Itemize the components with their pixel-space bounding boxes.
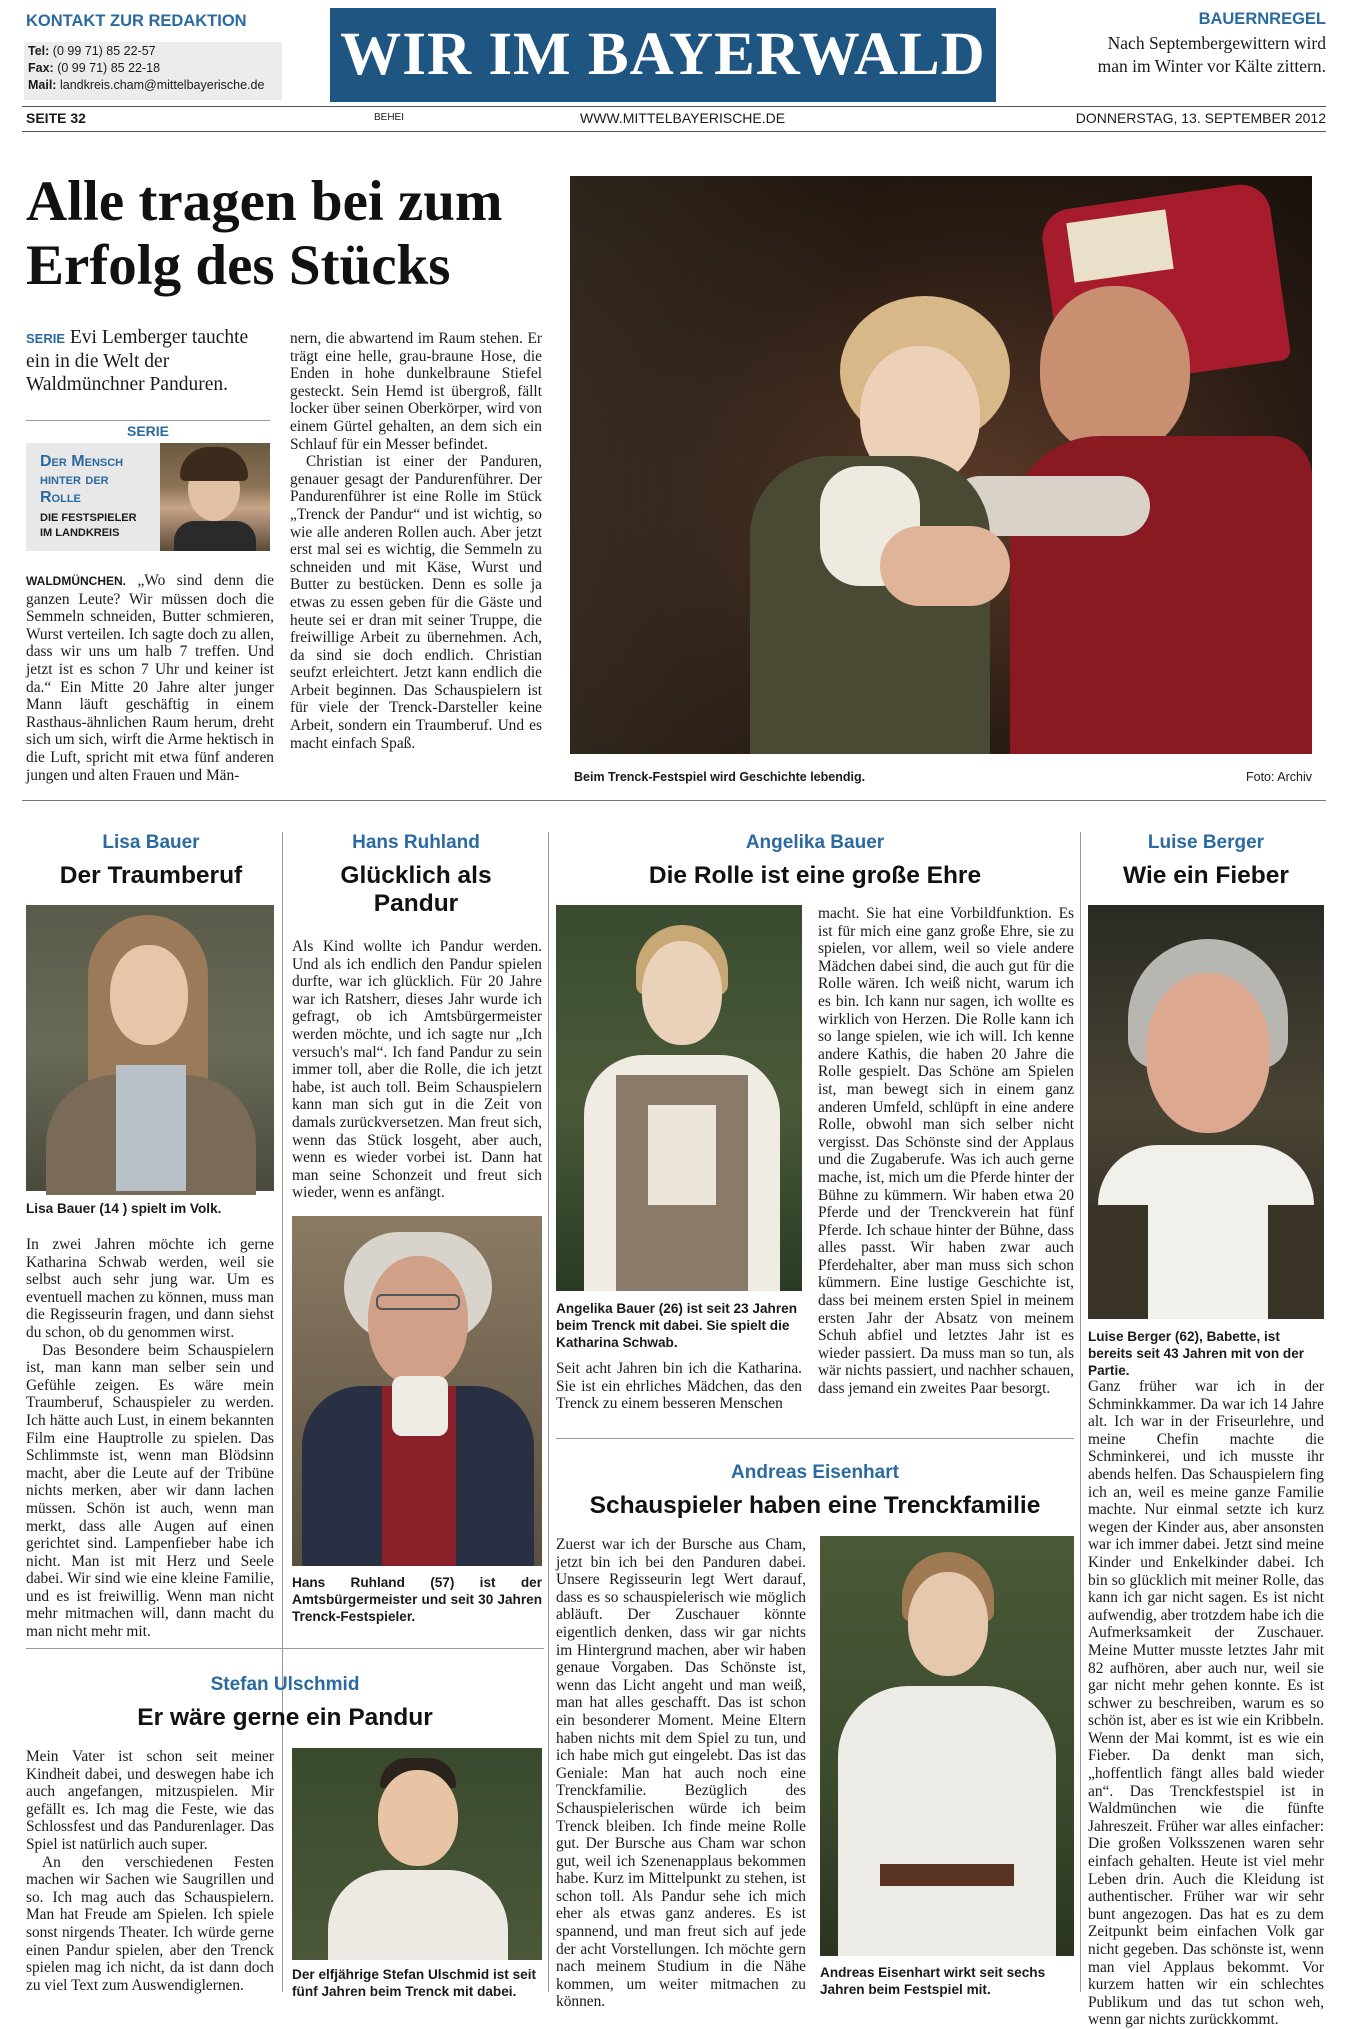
main-col2-p2: Christian ist einer der Panduren, genauer gesagt der Pandurenführer. Der Pandurenführer ist eine Rolle im Stück „Trenck der Pandur“ und ist wichtig, so wie alle anderen Rollen auch. Aber jetzt erst mal sei es wichtig, die Semmeln zu schneiden und mit Käse, Wurst und Butter zu bestücken. Denn es solle ja etwas zu essen geben für die Gäste und heute sei er dran mit seiner Truppe, die freiwillige Arbeit zu übernehmen. Ach, da sind sie doch endlich. Christian seufzt erleichtert. Jetzt kann endlich die Arbeit beginnen. Das Schauspielern ist für viele der Trenck-Darsteller keine Arbeit, sondern ein Traumberuf. Und es macht einfach Spaß.	[290, 453, 542, 752]
lisa-caption: Lisa Bauer (14 ) spielt im Volk.	[26, 1201, 222, 1216]
mail-value: landkreis.cham@mittelbayerische.de	[59, 78, 265, 92]
dateline: WALDMÜNCHEN.	[26, 574, 126, 588]
luise-p1: Ganz früher war ich in der Schminkkammer. Da war ich 14 Jahre alt. Ich war in der Friseurlehre, und meine Chefin machte die Schminkerei, und ich musste ihr abends helfen. Das Schauspielern fing ich an, weil es meine ganze Familie machte. Nur einmal setzte ich kurz wegen der Kinder aus, aber ansonsten war ich immer dabei. Jetzt sind meine Kinder und Enkelkinder dabei. Ich bin so glücklich mit meiner Rolle, das kann ich gar nicht sagen. Es ist nicht aufwendig, aber trotzdem habe ich die Aufmerksamkeit der Zuschauer. Meine Mutter musste letztes Jahr mit 82 aufhören, aber auch nur, weil sie gar nicht mehr gehen konnte. Es ist schwer zu beschreiben, warum es so schön ist, aber es ist wie ein Kribbeln. Wenn der Mai kommt, ist es wie ein Fieber. Da denkt man sich, „hoffentlich fängt alles bald wieder an“. Das Trenckfestspiel ist in Waldmünchen wie die fünfte Jahreszeit. Früher war alles einfacher: Die großen Volksszenen waren sehr einfach gehalten. Heute ist viel mehr Leben drin. Auch die Kleidung ist authentischer. Früher war wir sehr bunt angezogen. Das hat es zu dem Zeitpunkt beim einfachen Volk gar nicht gegeben. Das schönste ist, wenn man viel Applaus bekommt. Vor kurzem hatten wir ein schlechtes Publikum und das tut schon weh, wenn gar nichts zurückkommt.	[1088, 1378, 1324, 2029]
main-col2-p1: nern, die abwartend im Raum stehen. Er trägt eine helle, grau-braune Hose, die Enden in hohe dunkelbraune Stiefel gesteckt. Sein Hemd ist übergroß, fällt locker über seinen Oberkörper, wird von einem Gürtel gehalten, an dem sich ein Schlauf für ein Messer befindet.	[290, 330, 542, 453]
lisa-p2: Das Besondere beim Schauspielern ist, man kann man selber sein und Gefühle zeigen. Es wäre mein Traumberuf, Schauspieler zu werden. Ich hätte auch Lust, in einem bekannten Film eine Hauptrolle zu spielen. Das Schlimmste ist, wenn man Blödsinn macht, aber die Leute auf der Tribüne nichts merken, aber wir dann lachen müssen. Schön ist auch, wenn man merkt, dass alle Augen auf einen gerichtet sind. Lampenfieber habe ich nicht. Man ist mit Herz und Seele dabei. Wir sind wie eine kleine Familie, und es ist freiwillig. Wenn man nicht mehr mitmachen will, dann macht du man nicht mehr mit.	[26, 1341, 274, 1641]
page-number: SEITE 32	[26, 110, 86, 126]
stefan-p2: An den verschiedenen Festen machen wir Sachen wie Saugrillen und so. Ich mag auch das Schauspielern. Man hat Freude am Spielen. Ich spiele sonst nirgends Theater. Ich würde gerne einen Pandur spielen, aber den Trenck spielen mag ich nicht, da ist dann doch zu viel Text zum Auswendiglernen.	[26, 1853, 274, 1994]
page-code: BEHEI	[374, 112, 405, 123]
luise-photo	[1088, 905, 1324, 1319]
main-photo	[570, 176, 1312, 754]
luise-text	[1088, 1378, 1324, 2029]
stefan-text	[26, 1748, 274, 1994]
angelika-p1: Seit acht Jahren bin ich die Katharina. Sie ist ein ehrliches Mädchen, das den Trenck zu einem besseren Menschen	[556, 1360, 802, 1413]
lisa-text	[26, 1236, 274, 1641]
hans-photo	[292, 1216, 542, 1566]
hans-title: Glücklich als Pandur	[340, 862, 492, 917]
headline: Alle tragen bei zum Erfolg des Stücks	[26, 170, 503, 297]
angelika-title: Die Rolle ist eine große Ehre	[648, 862, 982, 889]
stefan-name: Stefan Ulschmid	[210, 1674, 360, 1695]
lisa-p1: In zwei Jahren möchte ich gerne Katharina Schwab werden, weil sie selbst auch sehr jung war. Um es eventuell machen zu können, muss man die Regisseurin fragen, und dann siehst du schon, ob du genommen wirst.	[26, 1236, 274, 1341]
hans-p1: Als Kind wollte ich Pandur werden. Und als ich endlich den Pandur spielen durfte, war ich glücklich. Für 20 Jahre war ich Ratsherr, dieses Jahr wurde ich gefragt, ob ich Amtsbürgermeister werden möchte, und ich sagte nur „Ich versuch's mal“. Ich fand Pandur zu sein immer toll, aber die Rolle, die ich jetzt habe, ist auch toll. Beim Schauspielern kann man sich gut in die Zeit von damals zurückversetzen. Man freut sich, wenn das Stück losgeht, aber auch, wenn es wieder vorbei ist. Dann hat man seine Schonzeit und freut sich wieder, wenn es anfängt.	[292, 938, 542, 1202]
main-col1	[26, 572, 274, 784]
contact-lines	[28, 43, 264, 94]
tel-value: (0 99 71) 85 22-57	[52, 44, 156, 58]
andreas-p1: Zuerst war ich der Bursche aus Cham, jetzt bin ich bei den Panduren dabei. Unsere Regisseurin legt Wert darauf, dass es so schauspielerisch wie möglich abläuft. Der Zuschauer könnte eigentlich denken, dass wir gar nichts im Hintergrund machen, aber wir haben genaue Vorgaben. Das Schönste ist, wenn das Licht angeht und man weiß, man hat alles geschafft. Das ist schon ein besonderer Moment. Meine Eltern haben nichts mit dem Spiel zu tun, und ich habe mich gut eingelebt. Das ist das Geniale: Man hat auch noch eine Trenckfamilie. Bezüglich des Schauspielerischen würde ich beim Trenck bleiben. Ich finde meine Rolle gut. Der Bursche aus Cham war schon gut, weil ich Szenenapplaus bekommen habe. Kurz im Mittelpunkt zu stehen, ist schon toll. Als Pandur sehe ich mich eher als etwas ganz anderes. Es ist spannend, und man freut sich auf jede der acht Vorstellungen. Ich möchte gern nach meinem Studium in die Nähe kommen, um weiter mitmachen zu können.	[556, 1536, 806, 2011]
stefan-p1: Mein Vater ist schon seit meiner Kindheit dabei, und deswegen habe ich auch angefangen, mitzuspielen. Mir gefällt es. Ich mag die Feste, wie das Schlossfest und das Pandurenlager. Das Spiel ist natürlich auch super.	[26, 1748, 274, 1853]
stefan-title: Er wäre gerne ein Pandur	[137, 1704, 433, 1731]
luise-title: Wie ein Fieber	[1123, 862, 1289, 889]
angelika-text-b	[818, 905, 1074, 1398]
series-subtitle: DIE FESTSPIELER IM LANDKREIS	[40, 512, 137, 539]
andreas-photo	[820, 1536, 1074, 1956]
main-col1-text: „Wo sind denn die ganzen Leute? Wir müssen doch die Semmeln schneiden, Butter schmieren, Wurst verteilen. Ich sagte doch zu allen, dass wir uns um halb 7 treffen. Und jetzt ist es schon 7 Uhr und keiner ist da.“ Ein Mitte 20 Jahre alter junger Mann läuft geschäftig in einem Rasthaus-ähnlichen Raum herum, dreht sich um sich, wirft die Arme hektisch in die Luft, spricht mit etwa fünf anderen jungen und alten Frauen und Män-	[26, 572, 274, 784]
contact-title: KONTAKT ZUR REDAKTION	[26, 12, 247, 30]
luise-caption: Luise Berger (62), Babette, ist bereits seit 43 Jahren mit von der Partie.	[1088, 1329, 1305, 1378]
andreas-title: Schauspieler haben eine Trenckfamilie	[589, 1492, 1041, 1519]
hans-text	[292, 938, 542, 1202]
andreas-caption: Andreas Eisenhart wirkt seit sechs Jahren beim Festspiel mit.	[820, 1965, 1046, 1997]
luise-name: Luise Berger	[1147, 832, 1265, 853]
lisa-photo	[26, 905, 274, 1191]
website: WWW.MITTELBAYERISCHE.DE	[580, 110, 786, 126]
series-title: Der Mensch hinter der Rolle	[40, 453, 124, 506]
stefan-photo	[292, 1748, 542, 1960]
hans-caption: Hans Ruhland (57) ist der Amtsbürgermeister und seit 30 Jahren Trenck-Festspieler.	[292, 1575, 542, 1624]
lead-text: Evi Lemberger tauchte ein in die Welt der Waldmünchner Panduren.	[26, 327, 249, 395]
angelika-text-a	[556, 1360, 802, 1413]
angelika-name: Angelika Bauer	[745, 832, 885, 853]
lisa-name: Lisa Bauer	[102, 832, 200, 853]
main-col2	[290, 330, 542, 752]
main-photo-caption: Beim Trenck-Festspiel wird Geschichte lebendig.	[574, 770, 866, 784]
masthead	[330, 8, 996, 102]
fax-label: Fax:	[28, 61, 54, 75]
rule-title: BAUERNREGEL	[1198, 10, 1326, 28]
lead	[26, 326, 270, 396]
rule-text: Nach Septembergewittern wird man im Winter vor Kälte zittern.	[1097, 33, 1326, 76]
main-photo-credit: Foto: Archiv	[1246, 770, 1312, 784]
angelika-p2: macht. Sie hat eine Vorbildfunktion. Es ist für mich eine ganz große Ehre, sie zu spielen, vor allem, weil so viele andere Mädchen dabei sind, die auch gut für die Rolle wären. Ich weiß nicht, warum ich es bin. Ich kann nur sagen, ich wollte es wirklich von Herzen. Die Rolle kann ich so lange spielen, wie ich will. Ich kenne andere Kathis, die haben 20 Jahre die Rolle gespielt. Das Schöne am Spielen ist, man bewegt sich in einem ganz anderen Umfeld, schlüpft in eine andere Rolle, obwohl man sich selber nicht vergisst. Das Schönste sind der Applaus und die Zugaberufe. Was ich auch gerne mache, ist, mich um die Pferde hinter der Bühne zu kümmern. Wir haben etwa 20 Pferde und der Trenckverein hat fünf Pferde. Ich schaue hinter der Bühne, dass alles passt. Wir haben zwar auch Pferdehalter, aber man muss sich schon kümmern. Eine lustige Geschichte ist, dass bei meinem ersten Spiel in meinem ersten Jahr der Absatz von meinem Schuh abfiel und letztes Jahr ist es wieder passiert. Da muss man so tun, als wär nichts passiert, und nachher schauen, dass jemand ein zweites Paar besorgt.	[818, 905, 1074, 1398]
stefan-caption: Der elfjährige Stefan Ulschmid ist seit fünf Jahren beim Trenck mit dabei.	[292, 1967, 537, 1999]
tel-label: Tel:	[28, 44, 50, 58]
series-label: SERIE	[126, 423, 169, 439]
kicker: SERIE	[26, 331, 66, 346]
mail-label: Mail:	[28, 78, 57, 92]
lisa-title: Der Traumberuf	[59, 862, 243, 889]
series-box	[26, 420, 270, 551]
issue-date: DONNERSTAG, 13. SEPTEMBER 2012	[1075, 110, 1326, 126]
masthead-title: WIR IM BAYERWALD	[340, 21, 986, 88]
series-author-photo	[160, 443, 270, 551]
angelika-caption: Angelika Bauer (26) ist seit 23 Jahren beim Trenck mit dabei. Sie spielt die Katharina Schwab.	[556, 1301, 798, 1350]
hans-name: Hans Ruhland	[352, 832, 480, 853]
andreas-text	[556, 1536, 806, 2011]
angelika-photo	[556, 905, 802, 1291]
fax-value: (0 99 71) 85 22-18	[57, 61, 161, 75]
andreas-name: Andreas Eisenhart	[731, 1462, 899, 1483]
